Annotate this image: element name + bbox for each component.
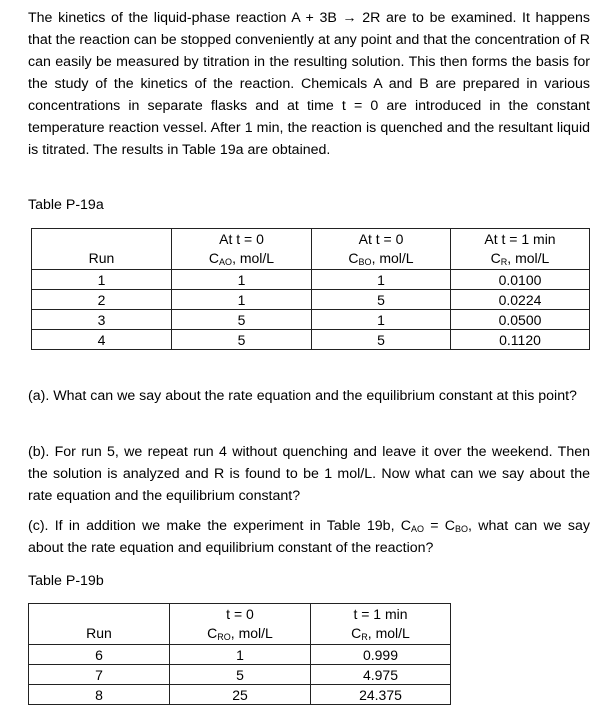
table-row	[32, 310, 590, 330]
cell-run: 4	[32, 330, 172, 350]
question-b: (b). For run 5, we repeat run 4 without quenching and leave it over the weekend. Then the solution is analyzed and R is found to be 1 mol/L. Now what can we say about the rate equation and the equilibrium constant?	[28, 444, 590, 504]
cell-cr: 0.999	[311, 645, 451, 665]
cell-cro: 25	[170, 685, 311, 705]
table-p19b	[28, 603, 451, 705]
cell-cr: 0.0100	[451, 270, 590, 290]
header-cell-cao: At t = 0 $C_{AO}$, mol/L	[172, 229, 312, 270]
cell-cao: 5	[172, 310, 312, 330]
cell-cao: 1	[172, 290, 312, 310]
cell-cr: 4.975	[311, 665, 451, 685]
cell-cbo: 5	[312, 330, 451, 350]
header-cell-cr: At t = 1 min $C_R$, mol/L	[451, 229, 590, 270]
table-row	[32, 330, 590, 350]
cell-run: 1	[32, 270, 172, 290]
header-run-label: Run	[86, 625, 112, 641]
cell-run: 6	[29, 645, 170, 665]
cell-cbo: 1	[312, 310, 451, 330]
cell-cro: 1	[170, 645, 311, 665]
table-row	[29, 685, 451, 705]
cell-cao: 5	[172, 330, 312, 350]
cell-cbo: 1	[312, 270, 451, 290]
cell-cr: 0.0224	[451, 290, 590, 310]
cell-run: 8	[29, 685, 170, 705]
question-c: (c). If in addition we make the experiment in Table 19b, $C_{AO} = C_{BO}$, what can we say about the rate equation and equilibrium constant of the reaction?	[28, 518, 590, 556]
table-a-caption: Table P-19a	[28, 197, 104, 213]
cell-cr: 0.0500	[451, 310, 590, 330]
cell-cr: 24.375	[311, 685, 451, 705]
cell-run: 7	[29, 665, 170, 685]
table-p19a	[31, 228, 590, 350]
header-run-label: Run	[88, 250, 115, 266]
header-cell-cro: t = 0 $C_{RO}$, mol/L	[170, 604, 311, 645]
table-row	[29, 665, 451, 685]
header-cell-run	[29, 604, 170, 645]
table-row	[32, 290, 590, 310]
table-b-caption: Table P-19b	[28, 573, 104, 589]
problem-statement: The kinetics of the liquid-phase reaction A + 3B → 2R are to be examined. It happens that the reaction can be stopped conveniently at any point and that the concentration of R can easily be measured by titration in the resulting solution. This then forms the basis for the study of the kinetics of the reaction. Chemicals A and B are prepared in various concentrations in separate flasks and at time t = 0 are introduced in the constant temperature reaction vessel. After 1 min, the reaction is quenched and the resultant liquid is titrated. The results in Table 19a are obtained.	[28, 10, 590, 158]
table-header-row	[29, 604, 451, 645]
cell-cro: 5	[170, 665, 311, 685]
header-cell-cr: t = 1 min $C_R$, mol/L	[311, 604, 451, 645]
cell-cao: 1	[172, 270, 312, 290]
question-a: (a). What can we say about the rate equation and the equilibrium constant at this point?	[28, 388, 577, 404]
header-cell-run	[32, 229, 172, 270]
cell-cr: 0.1120	[451, 330, 590, 350]
table-row	[32, 270, 590, 290]
cell-cbo: 5	[312, 290, 451, 310]
cell-run: 3	[32, 310, 172, 330]
header-cell-cbo: At t = 0 $C_{BO}$, mol/L	[312, 229, 451, 270]
table-row	[29, 645, 451, 665]
table-header-row	[32, 229, 590, 270]
cell-run: 2	[32, 290, 172, 310]
